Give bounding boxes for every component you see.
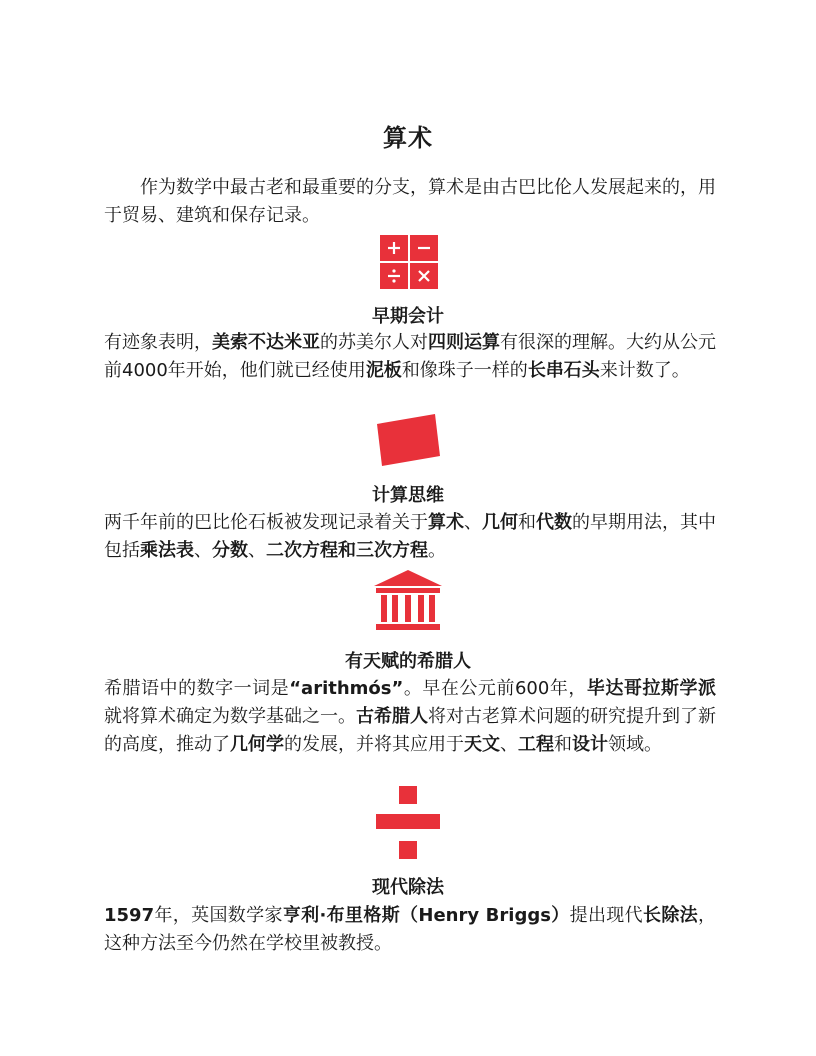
- intro-paragraph: 作为数学中最古老和最重要的分支，算术是由古巴比伦人发展起来的，用于贸易、建筑和保存记录。: [104, 177, 716, 226]
- division-icon: [376, 786, 440, 860]
- section-paragraph-early-accounting: 有迹象表明，美索不达米亚的苏美尔人对四则运算有很深的理解。大约从公元前4000年开始，他们就已经使用泥板和像珠子一样的长串石头来计数了。: [104, 332, 716, 381]
- section-heading-gifted-greeks: 有天赋的希腊人: [345, 651, 471, 672]
- section-paragraph-modern-division: 1597年，英国数学家亨利·布里格斯（Henry Briggs）提出现代长除法，这种方法至今仍然在学校里被教授。: [104, 905, 717, 954]
- greek-temple-icon: [374, 570, 442, 632]
- page-title: 算术: [383, 124, 433, 152]
- section-heading-computational-thinking: 计算思维: [372, 485, 444, 506]
- clay-tablet-icon: [372, 410, 444, 470]
- section-heading-early-accounting: 早期会计: [372, 306, 444, 327]
- calculator-icon: [380, 235, 438, 289]
- section-heading-modern-division: 现代除法: [372, 877, 444, 898]
- section-paragraph-gifted-greeks: 希腊语中的数字一词是“arithmós”。早在公元前600年，毕达哥拉斯学派就将算术确定为数学基础之一。古希腊人将对古老算术问题的研究提升到了新的高度，推动了几何学的发展，并将其应用于天文、工程和设计领域。: [104, 678, 717, 755]
- section-paragraph-computational-thinking: 两千年前的巴比伦石板被发现记录着关于算术、几何和代数的早期用法，其中包括乘法表、分数、二次方程和三次方程。: [104, 512, 716, 561]
